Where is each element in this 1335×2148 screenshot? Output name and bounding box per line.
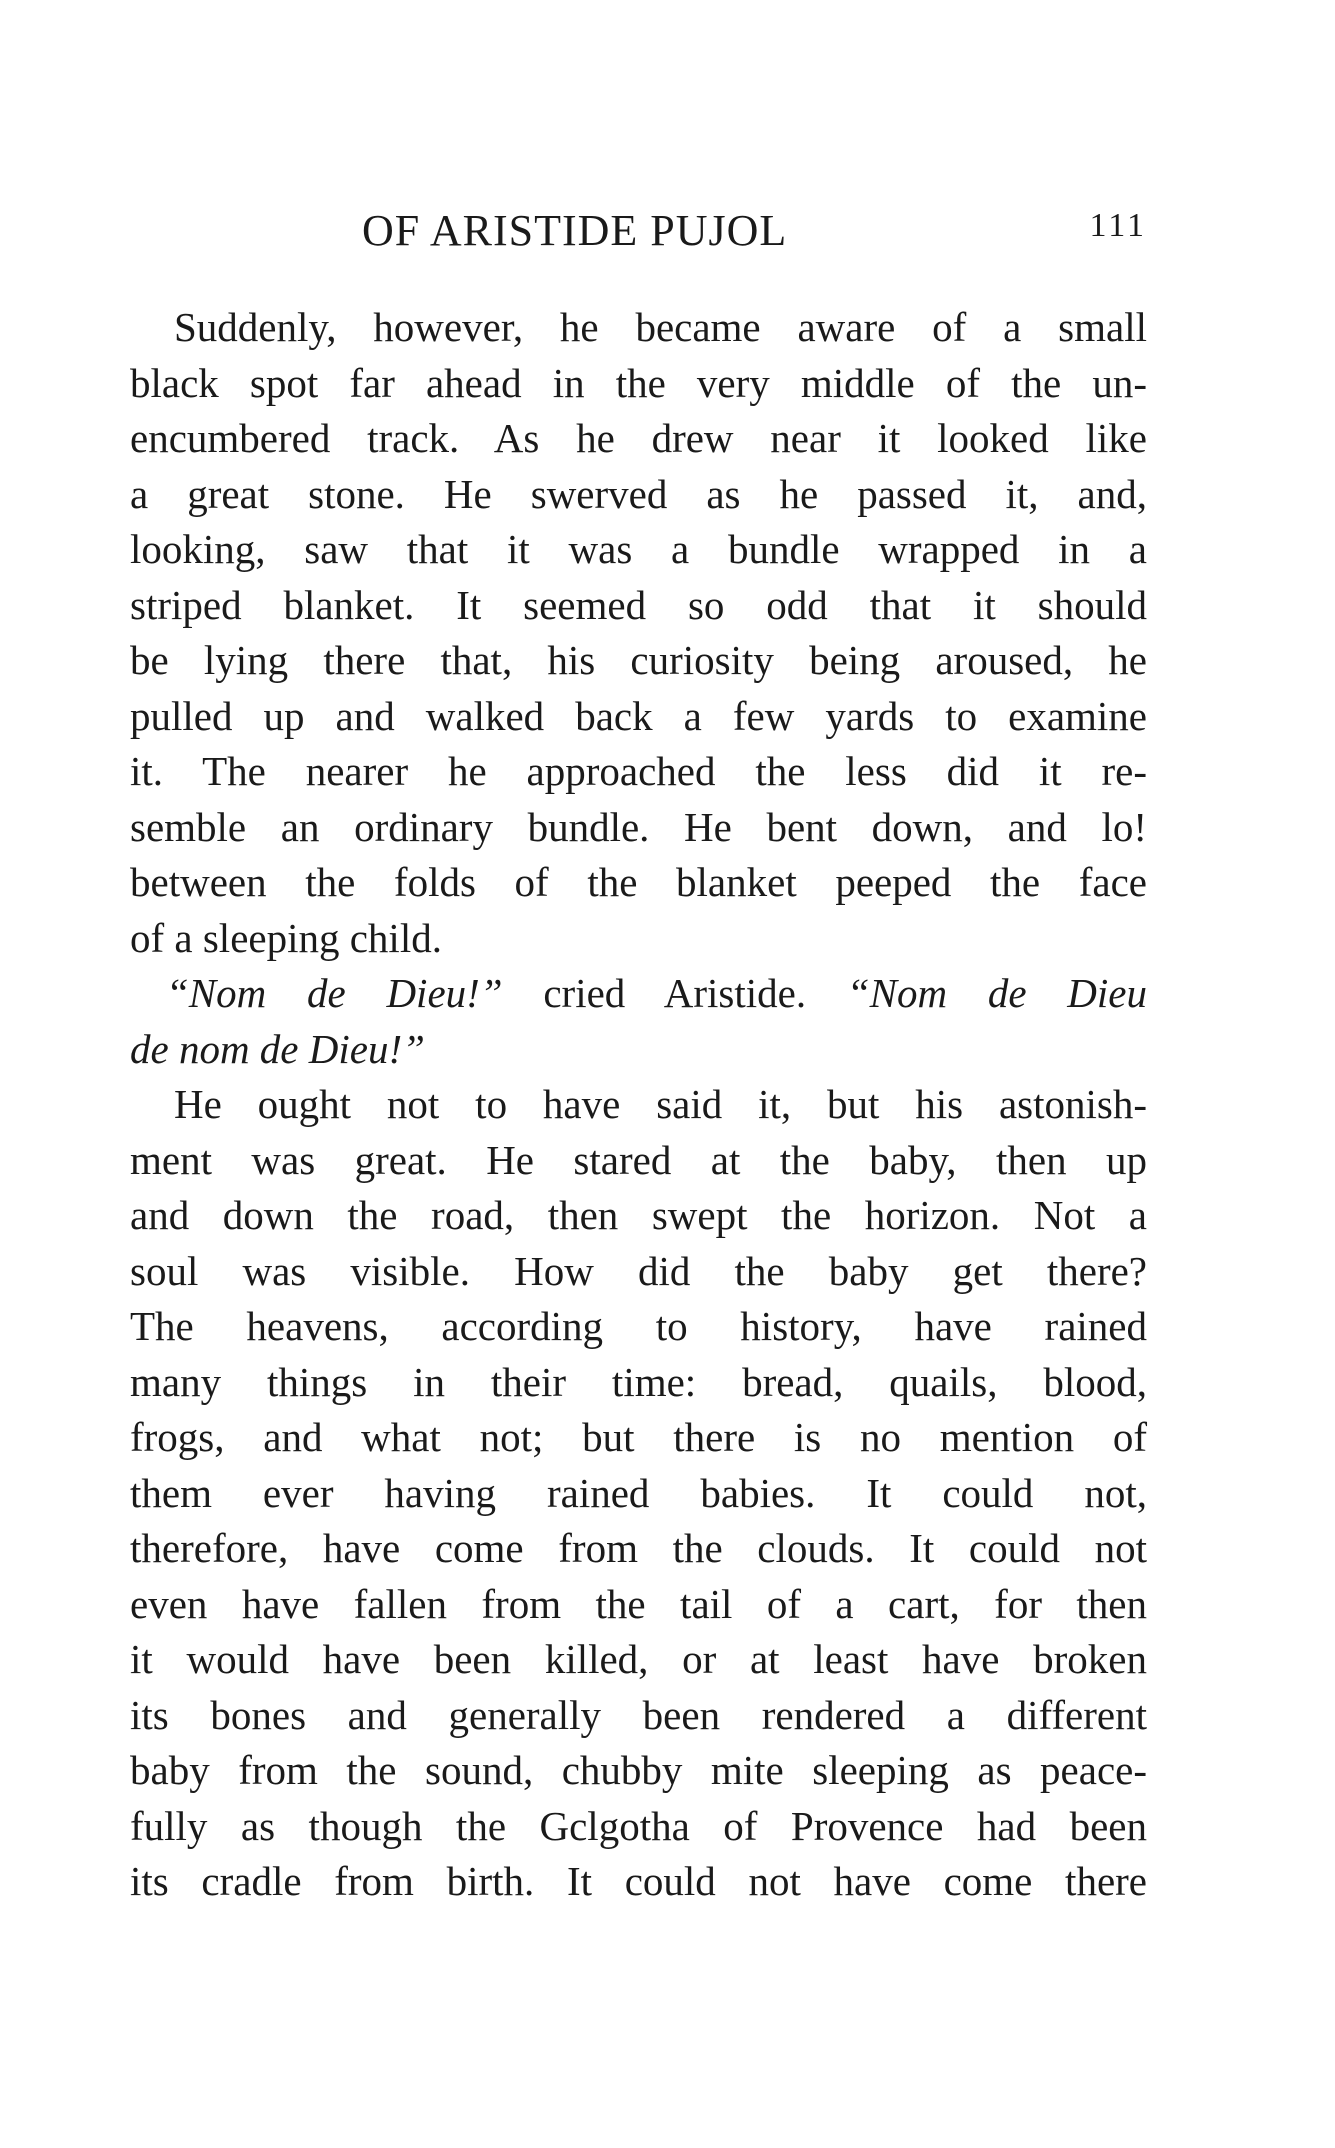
running-head <box>130 205 1147 265</box>
text-line: of a sleeping child. <box>130 914 442 961</box>
text-line: therefore, have come from the clouds. It could not <box>130 1525 1147 1571</box>
text-line: encumbered track. As he drew near it looked like <box>130 415 1147 461</box>
text-line: The heavens, according to history, have rained <box>130 1303 1147 1349</box>
text-line: a great stone. He swerved as he passed it, and, <box>130 470 1147 517</box>
exclamation-quote: “Nom de Dieu!” <box>166 970 503 1016</box>
body-text <box>130 300 1147 1910</box>
text-line: fully as though the Gclgotha of Provence had been <box>130 1802 1147 1849</box>
exclamation-narration: cried Aristide. <box>502 970 847 1016</box>
text-line: its cradle from birth. It could not have come there <box>130 1858 1147 1904</box>
text-line: its bones and generally been rendered a different <box>130 1691 1147 1738</box>
text-line: striped blanket. It seemed so odd that it should <box>130 581 1147 628</box>
text-line: be lying there that, his curiosity being aroused, he <box>130 637 1147 683</box>
exclamation-quote: “Nom de Dieu <box>846 970 1147 1016</box>
exclamation-line <box>130 966 1147 1022</box>
text-line: between the folds of the blanket peeped the face <box>130 859 1147 905</box>
text-line: ment was great. He stared at the baby, then up <box>130 1136 1147 1183</box>
text-line: it. The nearer he approached the less did it re- <box>130 748 1147 794</box>
text-line: looking, saw that it was a bundle wrapped in a <box>130 526 1147 572</box>
text-line: frogs, and what not; but there is no mention of <box>130 1414 1147 1460</box>
text-line: and down the road, then swept the horizon. Not a <box>130 1192 1147 1238</box>
text-line: Suddenly, however, he became aware of a small <box>174 304 1147 350</box>
text-line: it would have been killed, or at least have broken <box>130 1636 1147 1682</box>
text-line: many things in their time: bread, quails, blood, <box>130 1358 1147 1405</box>
exclamation-line: de nom de Dieu!” <box>130 1025 425 1072</box>
text-line: pulled up and walked back a few yards to examine <box>130 692 1147 739</box>
text-line: semble an ordinary bundle. He bent down, and lo! <box>130 803 1147 850</box>
page-number: 111 <box>1089 207 1147 244</box>
text-line: even have fallen from the tail of a cart, for then <box>130 1580 1147 1627</box>
text-line: soul was visible. How did the baby get there? <box>130 1247 1147 1294</box>
text-line: black spot far ahead in the very middle of the un- <box>130 359 1147 406</box>
text-line: them ever having rained babies. It could not, <box>130 1469 1147 1516</box>
text-line: He ought not to have said it, but his astonish- <box>174 1081 1147 1127</box>
running-title: OF ARISTIDE PUJOL <box>362 206 788 255</box>
text-line: baby from the sound, chubby mite sleeping as peace- <box>130 1747 1147 1793</box>
